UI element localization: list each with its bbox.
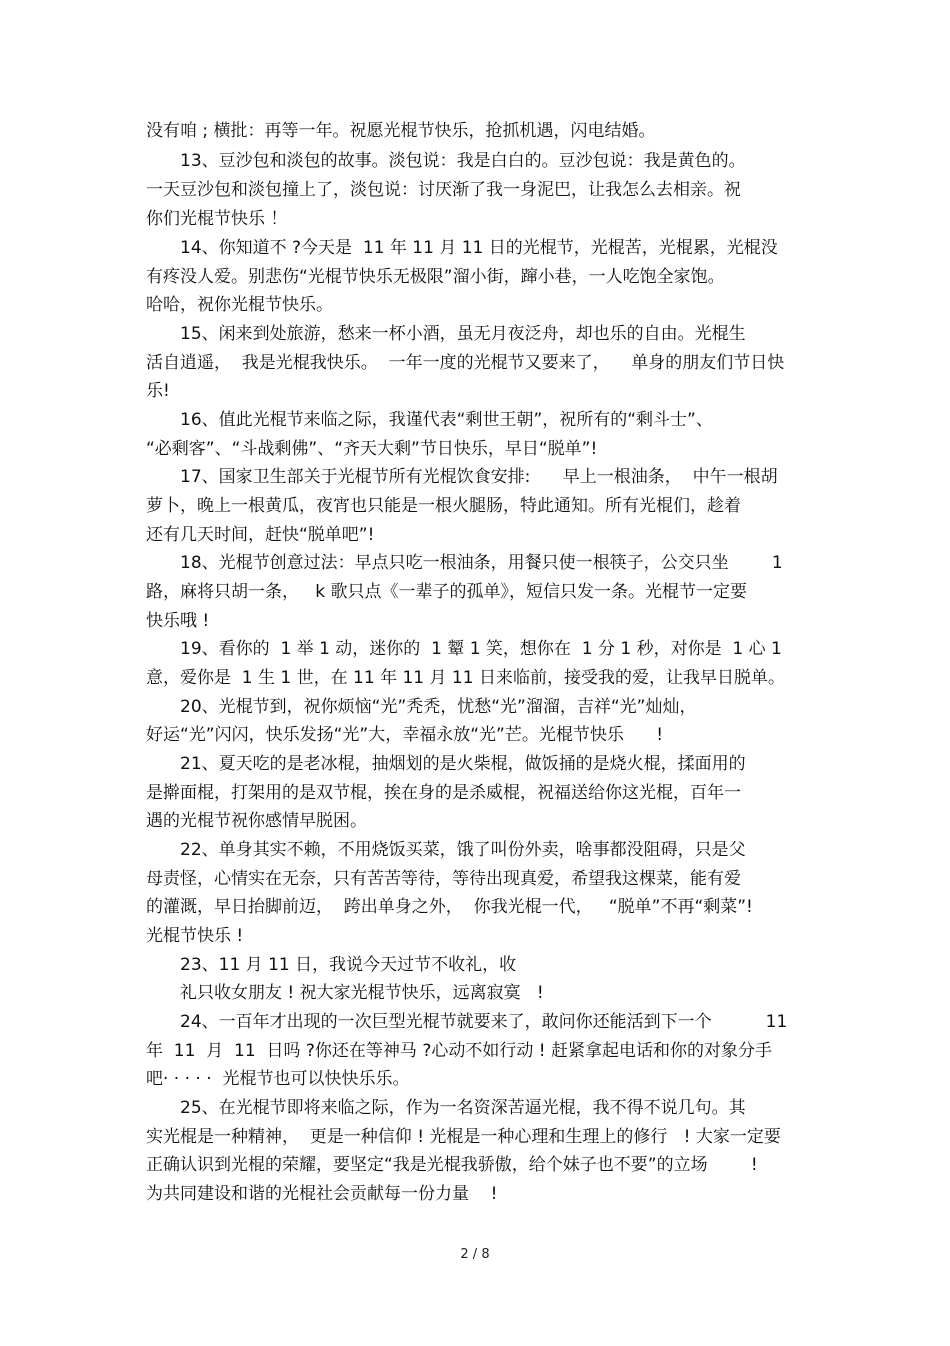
text-line: 13、豆沙包和淡包的故事。淡包说：我是白白的。豆沙包说：我是黄色的。 (180, 151, 746, 171)
text-line: 21、夏天吃的是老冰棍，抽烟划的是火柴棍，做饭捅的是烧火棍，揉面用的 (180, 754, 746, 774)
text-line: 25、在光棍节即将来临之际，作为一名资深苦逼光棍，我不得不说几句。其 (180, 1098, 746, 1118)
text-line: 好运“光”闪闪，快乐发扬“光”大，幸福永放“光”芒。光棍节快乐 ! (146, 725, 664, 745)
text-line: 吧· · · · · 光棍节也可以快快乐乐。 (146, 1069, 410, 1089)
text-line: 24、一百年才出现的一次巨型光棍节就要来了，敢问你还能活到下一个 11 (180, 1012, 788, 1032)
text-line: 母责怪，心情实在无奈，只有苦苦等待，等待出现真爱，希望我这棵菜，能有爱 (146, 869, 741, 889)
text-line: 23、11 月 11 日，我说今天过节不收礼，收 (180, 955, 517, 975)
text-line: 的灌溉，早日抬脚前迈， 跨出单身之外， 你我光棍一代， “脱单”不再“剩菜”! (146, 897, 753, 917)
text-line: 年 11 月 11 日吗 ?你还在等神马 ?心动不如行动 ! 赶紧拿起电话和你的对象分手 (146, 1041, 772, 1061)
text-line: 萝卜，晚上一根黄瓜，夜宵也只能是一根火腿肠，特此通知。所有光棍们，趁着 (146, 496, 741, 516)
text-line: 遇的光棍节祝你感情早脱困。 (146, 811, 367, 831)
text-line: 实光棍是一种精神， 更是一种信仰 ! 光棍是一种心理和生理上的修行 ! 大家一定要 (146, 1127, 781, 1147)
text-line: 22、单身其实不赖，不用烧饭买菜，饿了叫份外卖，啥事都没阻碍，只是父 (180, 840, 746, 860)
text-line: 你们光棍节快乐 ！ (146, 209, 288, 229)
text-line: 没有咱 ; 横批：再等一年。祝愿光棍节快乐，抢抓机遇，闪电结婚。 (146, 121, 656, 141)
text-line: 活自逍遥， 我是光棍我快乐。 一年一度的光棍节又要来了， 单身的朋友们节日快 (146, 353, 785, 373)
text-line: 还有几天时间，赶快“脱单吧”! (146, 525, 375, 545)
text-line: 14、你知道不 ?今天是 11 年 11 月 11 日的光棍节，光棍苦，光棍累，光棍没 (180, 238, 778, 258)
text-line: 17、国家卫生部关于光棍节所有光棍饮食安排: 早上一根油条， 中午一根胡 (180, 467, 778, 487)
text-line: “必剩客”、“斗战剩佛”、“齐天大剩”节日快乐，早日“脱单”! (146, 439, 598, 459)
text-line: 乐! (146, 381, 170, 401)
text-line: 为共同建设和谐的光棍社会贡献每一份力量 ! (146, 1184, 498, 1204)
text-line: 路，麻将只胡一条， k 歌只点《一辈子的孤单》，短信只发一条。光棍节一定要 (146, 582, 747, 602)
text-line: 19、看你的 1 举 1 动，迷你的 1 颦 1 笑，想你在 1 分 1 秒，对你是 1 心 1 (180, 639, 782, 659)
text-line: 礼只收女朋友 ! 祝大家光棍节快乐，远离寂寞 ! (180, 983, 544, 1003)
page-number: 2 / 8 (460, 1247, 490, 1262)
text-line: 一天豆沙包和淡包撞上了，淡包说：讨厌渐了我一身泥巴，让我怎么去相亲。祝 (146, 180, 741, 200)
text-line: 有疼没人爱。别悲伤“光棍节快乐无极限”溜小街，蹿小巷，一人吃饱全家饱。 (146, 267, 725, 287)
text-line: 16、值此光棍节来临之际，我谨代表“剩世王朝”，祝所有的“剩斗士”、 (180, 410, 713, 430)
text-line: 哈哈，祝你光棍节快乐。 (146, 295, 333, 315)
text-line: 意，爱你是 1 生 1 世，在 11 年 11 月 11 日来临前，接受我的爱，让我早日脱单。 (146, 668, 785, 688)
text-line: 光棍节快乐 ! (146, 926, 244, 946)
text-line: 15、闲来到处旅游，愁来一杯小酒，虽无月夜泛舟，却也乐的自由。光棍生 (180, 324, 746, 344)
text-line: 正确认识到光棍的荣耀，要坚定“我是光棍我骄傲，给个妹子也不要”的立场 ! (146, 1155, 758, 1175)
text-line: 18、光棍节创意过法：早点只吃一根油条，用餐只使一根筷子，公交只坐 1 (180, 553, 783, 573)
text-line: 是擀面棍，打架用的是双节棍，挨在身的是杀威棍，祝福送给你这光棍，百年一 (146, 783, 741, 803)
text-line: 20、光棍节到，祝你烦恼“光”秃秃，忧愁“光”溜溜，吉祥“光”灿灿， (180, 697, 697, 717)
text-line: 快乐哦 ! (146, 611, 210, 631)
